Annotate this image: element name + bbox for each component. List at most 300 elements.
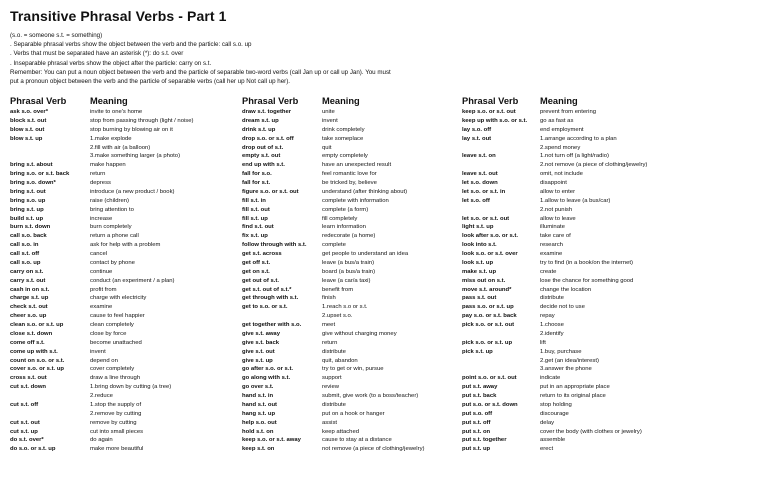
verb-meaning: introduce (a new product / book) [90, 188, 175, 195]
verb-meaning: take someplace [322, 135, 364, 142]
verb-row [242, 303, 460, 312]
phrasal-verb: fill s.t. in [242, 197, 266, 204]
verb-meaning: create [540, 268, 557, 275]
verb-meaning: make more beautiful [90, 446, 144, 453]
verb-row [10, 223, 228, 232]
verb-row [10, 215, 228, 224]
verb-meaning: keep attached [322, 428, 360, 435]
verb-row [10, 135, 228, 144]
verb-row [242, 135, 460, 144]
intro-must-separate: . Verbs that must be separated have an asterisk (*): do s.t. over [10, 50, 184, 58]
verb-meaning: increase [90, 215, 113, 222]
verb-meaning: review [322, 384, 340, 391]
verb-meaning: examine [540, 251, 563, 257]
phrasal-verb: point s.o. or s.t. out [462, 375, 517, 382]
verb-meaning: allow to leave [540, 215, 576, 222]
phrasal-verb: help s.o. out [242, 419, 277, 426]
verb-row [10, 241, 228, 250]
verb-meaning: end employment [540, 126, 584, 133]
verb-row [242, 374, 460, 383]
verb-meaning: 1.reach s.o or s.t. [322, 304, 368, 311]
verb-meaning: 3.make something larger (a photo) [90, 153, 181, 160]
verb-column-2 [242, 96, 460, 454]
phrasal-verb: keep up with s.o. or s.t. [462, 117, 528, 124]
verb-meaning: learn information [322, 224, 366, 231]
phrasal-verb: put s.o. or s.t. down [462, 401, 518, 408]
verb-meaning: put in an appropriate place [540, 384, 610, 391]
phrasal-verb [10, 392, 90, 401]
verb-meaning: 1.buy, purchase [540, 348, 582, 355]
verb-row [10, 401, 228, 410]
phrasal-verb: put s.o. off [462, 410, 493, 417]
verb-row [462, 179, 690, 188]
verb-row [462, 161, 690, 170]
verb-row [462, 241, 690, 250]
phrasal-verb: put s.t. up [462, 446, 491, 453]
verb-row [242, 277, 460, 286]
phrasal-verb: move s.t. around* [462, 286, 512, 293]
phrasal-verb: fix s.t. up [242, 233, 268, 240]
phrasal-verb: get off s.t. [242, 259, 271, 266]
verb-meaning: have an unexpected result [322, 162, 392, 169]
verb-meaning: cover completely [90, 366, 135, 373]
verb-meaning: 2.remove by cutting [90, 410, 142, 417]
phrasal-verb: bring s.o. or s.t. back [10, 171, 70, 178]
verb-meaning: distribute [322, 401, 346, 408]
verb-meaning: return [90, 171, 106, 178]
phrasal-verb: let s.o. or s.t. in [462, 188, 506, 195]
phrasal-verb: get through with s.t. [242, 295, 299, 302]
verb-meaning: lift [540, 339, 546, 346]
phrasal-verb [462, 357, 540, 366]
phrasal-verb: pick s.o. or s.t. up [462, 339, 513, 346]
verb-meaning: become unattached [90, 339, 142, 346]
verb-row [10, 365, 228, 374]
phrasal-verb: cut s.t. up [10, 428, 38, 435]
verb-row [10, 321, 228, 330]
verb-meaning: invent [90, 348, 106, 355]
verb-meaning: continue [90, 268, 113, 275]
verb-meaning: get people to understand an idea [322, 251, 409, 257]
verb-row [10, 312, 228, 321]
verb-meaning: 2.not remove (a piece of clothing/jewelry) [540, 162, 648, 169]
verb-row [10, 286, 228, 295]
phrasal-verb: let s.o. down [462, 180, 498, 186]
verb-meaning: go as fast as [540, 117, 574, 124]
verb-row [242, 330, 460, 339]
verb-meaning: be tricked by, believe [322, 180, 377, 186]
verb-row [10, 277, 228, 286]
verb-meaning: bring attention to [90, 206, 134, 213]
phrasal-verb: fall for s.t. [242, 180, 271, 186]
phrasal-verb [10, 144, 90, 153]
verb-row [10, 294, 228, 303]
verb-meaning: benefit from [322, 286, 354, 293]
verb-meaning: unite [322, 109, 335, 115]
phrasal-verb: look s.o. or s.t. over [462, 251, 518, 257]
page-title: Transitive Phrasal Verbs - Part 1 [10, 8, 227, 24]
verb-meaning: 1.not turn off (a light/radio) [540, 153, 609, 160]
verb-meaning: conduct (an experiment / a plan) [90, 277, 175, 284]
verb-meaning: assist [322, 419, 338, 426]
verb-meaning: 1.stop the supply of [90, 401, 142, 408]
verb-meaning: 2.fill with air (a balloon) [90, 144, 151, 151]
verb-meaning: leave (a bus/a train) [322, 259, 375, 266]
verb-row [10, 330, 228, 339]
verb-row [10, 410, 228, 419]
phrasal-verb [462, 144, 540, 153]
phrasal-verb: close s.t. down [10, 330, 53, 337]
verb-meaning: support [322, 375, 342, 382]
verb-row [10, 445, 228, 454]
verb-row [10, 419, 228, 428]
verb-meaning: research [540, 242, 563, 249]
verb-meaning: 1.choose [540, 322, 564, 328]
phrasal-verb: put s.t. away [462, 384, 498, 391]
verb-row [462, 232, 690, 241]
verb-row [462, 170, 690, 179]
phrasal-verb: get s.t. out of s.t.* [242, 286, 292, 293]
verb-row [10, 259, 228, 268]
verb-meaning: submit, give work (to a boss/teacher) [322, 393, 419, 399]
phrasal-verb: keep s.o. or s.t. away [242, 437, 301, 444]
verb-row [242, 445, 460, 454]
phrasal-verb: bring s.t. about [10, 162, 53, 169]
intro-remember-2: put a pronoun object between the verb and the particle of separable verbs (call her up Not call up her). [10, 78, 290, 86]
verb-row [10, 126, 228, 135]
verb-row [462, 303, 690, 312]
phrasal-verb: come off s.t. [10, 339, 45, 346]
phrasal-verb: draw s.t. together [242, 109, 292, 115]
verb-meaning: close by force [90, 330, 127, 337]
verb-meaning: feel romantic love for [322, 171, 377, 178]
verb-row [462, 135, 690, 144]
verb-row [462, 312, 690, 321]
phrasal-verb: drink s.t. up [242, 126, 276, 133]
verb-row [242, 241, 460, 250]
verb-row [242, 188, 460, 197]
verb-meaning: distribute [540, 295, 564, 302]
verb-meaning: make happen [90, 162, 126, 169]
verb-meaning: complete with information [322, 197, 389, 204]
verb-meaning: complete [322, 242, 346, 249]
verb-meaning: give without charging money [322, 330, 397, 337]
verb-row [462, 348, 690, 357]
phrasal-verb: find s.t. out [242, 224, 274, 231]
verb-row [462, 445, 690, 454]
verb-row [10, 144, 228, 153]
verb-row [242, 223, 460, 232]
phrasal-verb: give s.t. up [242, 357, 273, 364]
phrasal-verb [462, 330, 540, 339]
phrasal-verb: get on s.t. [242, 268, 270, 275]
phrasal-verb: cut s.t. off [10, 401, 39, 408]
verb-meaning: 2.spend money [540, 144, 581, 151]
verb-row [242, 383, 460, 392]
verb-meaning: remove by cutting [90, 419, 137, 426]
verb-meaning: quit [322, 144, 332, 151]
phrasal-verb: bring s.t. up [10, 206, 44, 213]
verb-meaning: 2.identify [540, 330, 564, 337]
phrasal-verb: check s.t. out [10, 304, 48, 311]
phrasal-verb: put s.t. off [462, 419, 491, 426]
verb-meaning: meet [322, 322, 336, 328]
verb-row [242, 268, 460, 277]
verb-meaning: ask for help with a problem [90, 242, 161, 249]
verb-row [462, 392, 690, 401]
verb-row [242, 161, 460, 170]
phrasal-verb: drop out of s.t. [242, 144, 284, 151]
verb-row [462, 286, 690, 295]
phrasal-verb: go along with s.t. [242, 375, 291, 382]
phrasal-verb: miss out on s.t. [462, 277, 506, 284]
verb-meaning: cover the body (with clothes or jewelry) [540, 428, 642, 435]
phrasal-verb: dream s.t. up [242, 117, 279, 124]
verb-meaning: 1.allow to leave (a bus/car) [540, 197, 611, 204]
verb-row [242, 428, 460, 437]
meaning-header: Meaning [540, 96, 578, 106]
verb-meaning: board (a bus/a train) [322, 268, 376, 275]
phrasal-verb: put s.t. together [462, 437, 507, 444]
phrasal-verb: get s.t. across [242, 251, 282, 257]
verb-meaning: empty completely [322, 153, 368, 160]
phrasal-verb: cut s.t. out [10, 419, 40, 426]
verb-row [462, 419, 690, 428]
verb-row [462, 250, 690, 259]
verb-row [242, 152, 460, 161]
verb-row [462, 223, 690, 232]
verb-row [462, 206, 690, 215]
verb-row [462, 126, 690, 135]
verb-meaning: cancel [90, 251, 108, 257]
phrasal-verb: hand s.t. out [242, 401, 278, 408]
phrasal-verb: hand s.t. in [242, 393, 274, 399]
phrasal-verb: call s.o. back [10, 233, 47, 240]
phrasal-verb: blow s.t. up [10, 135, 43, 142]
verb-row [242, 117, 460, 126]
verb-meaning: 1.make explode [90, 135, 132, 142]
meaning-header: Meaning [90, 96, 128, 106]
phrasal-verb: blow s.t. out [10, 126, 45, 133]
verb-row [242, 206, 460, 215]
phrasal-verb: fill s.t. up [242, 215, 268, 222]
verb-row [10, 206, 228, 215]
phrasal-verb: go after s.o. or s.t. [242, 366, 294, 373]
phrasal-verb-header: Phrasal Verb [242, 96, 299, 106]
verb-row [462, 330, 690, 339]
verb-row [10, 179, 228, 188]
phrasal-verb [10, 410, 90, 419]
phrasal-verb: follow through with s.t. [242, 242, 307, 249]
phrasal-verb: clean s.o. or s.t. up [10, 322, 64, 328]
phrasal-verb: keep s.o. or s.t. out [462, 109, 516, 115]
phrasal-verb: fall for s.o. [242, 171, 272, 178]
verb-meaning: not remove (a piece of clothing/jewelry) [322, 446, 425, 453]
verb-meaning: stop burning by blowing air on it [90, 126, 173, 133]
verb-row [242, 348, 460, 357]
verb-row [462, 401, 690, 410]
verb-row [242, 294, 460, 303]
verb-row [242, 410, 460, 419]
verb-meaning: indicate [540, 375, 561, 382]
verb-row [10, 374, 228, 383]
verb-row [242, 144, 460, 153]
phrasal-verb: burn s.t. down [10, 224, 51, 231]
phrasal-verb: get to s.o. or s.t. [242, 304, 288, 311]
intro-remember-1: Remember: You can put a noun object between the verb and the particle of separable two-word verbs (call Jan up or call up Jan). You must [10, 68, 391, 76]
phrasal-verb: leave s.t. on [462, 153, 496, 160]
phrasal-verb: block s.t. out [10, 117, 47, 124]
verb-meaning: finish [322, 295, 336, 302]
verb-row [10, 428, 228, 437]
verb-meaning: stop holding [540, 401, 572, 408]
verb-row [462, 428, 690, 437]
phrasal-verb: carry s.t. out [10, 277, 46, 284]
phrasal-verb [242, 312, 322, 321]
verb-meaning: understand (after thinking about) [322, 188, 408, 195]
phrasal-verb: get out of s.t. [242, 277, 279, 284]
phrasal-verb: cheer s.o. up [10, 313, 47, 320]
verb-column-3 [462, 96, 690, 454]
phrasal-verb: ask s.o. over* [10, 109, 48, 115]
verb-meaning: draw a line through [90, 375, 141, 382]
phrasal-verb: leave s.t. out [462, 171, 498, 178]
verb-row [10, 108, 228, 117]
phrasal-verb: figure s.o. or s.t. out [242, 188, 299, 195]
phrasal-verb: look s.t. up [462, 259, 494, 266]
verb-meaning: cause to stay at a distance [322, 437, 392, 444]
phrasal-verb: give s.t. away [242, 330, 280, 337]
verb-meaning: repay [540, 313, 555, 320]
verb-row [242, 401, 460, 410]
phrasal-verb: look after s.o. or s.t. [462, 233, 518, 240]
verb-meaning: complete (a form) [322, 206, 369, 213]
verb-meaning: disappoint [540, 180, 567, 186]
verb-row [462, 321, 690, 330]
phrasal-verb: call s.t. off [10, 251, 40, 257]
verb-meaning: leave (a car/a taxi) [322, 277, 371, 284]
verb-row [10, 188, 228, 197]
verb-row [10, 348, 228, 357]
verb-meaning: 3.answer the phone [540, 366, 592, 373]
meaning-header: Meaning [322, 96, 360, 106]
phrasal-verb [462, 161, 540, 170]
phrasal-verb: go over s.t. [242, 384, 274, 391]
verb-meaning: return a phone call [90, 233, 139, 240]
verb-row [10, 170, 228, 179]
verb-meaning: depress [90, 180, 111, 186]
verb-row [462, 365, 690, 374]
phrasal-verb: cross s.t. out [10, 375, 47, 382]
phrasal-verb: light s.t. up [462, 224, 494, 231]
verb-meaning: examine [90, 304, 113, 311]
verb-row [462, 259, 690, 268]
verb-row [462, 339, 690, 348]
verb-row [462, 268, 690, 277]
phrasal-verb: empty s.t. out [242, 153, 281, 160]
verb-row [462, 188, 690, 197]
phrasal-verb: bring s.o. up [10, 197, 46, 204]
verb-meaning: 2.not punish [540, 206, 573, 213]
phrasal-verb: call s.o. in [10, 242, 39, 249]
phrasal-verb: cut s.t. down [10, 384, 46, 391]
phrasal-verb: charge s.t. up [10, 295, 49, 302]
verb-meaning: do again [90, 437, 113, 444]
verb-meaning: allow to enter [540, 188, 576, 195]
verb-meaning: drink completely [322, 126, 365, 133]
phrasal-verb: drop s.o. or s.t. off [242, 135, 294, 142]
phrasal-verb: look into s.t. [462, 242, 497, 249]
phrasal-verb: do s.o. or s.t. up [10, 446, 56, 453]
phrasal-verb: pay s.o. or s.t. back [462, 313, 517, 320]
phrasal-verb: hold s.t. on [242, 428, 274, 435]
intro-separable: . Separable phrasal verbs show the object between the verb and the particle: call s.o. up [10, 41, 252, 49]
phrasal-verb [462, 206, 540, 215]
phrasal-verb [10, 152, 90, 161]
verb-row [462, 215, 690, 224]
verb-row [242, 436, 460, 445]
verb-row [10, 383, 228, 392]
verb-meaning: fill completely [322, 215, 358, 222]
phrasal-verb: pick s.t. up [462, 348, 493, 355]
verb-meaning: put on a hook or hanger [322, 410, 385, 417]
verb-row [10, 161, 228, 170]
phrasal-verb: cash in on s.t. [10, 286, 50, 293]
verb-row [462, 374, 690, 383]
verb-row [242, 392, 460, 401]
verb-meaning: delay [540, 419, 555, 426]
verb-meaning: prevent from entering [540, 109, 596, 115]
verb-meaning: lose the chance for something good [540, 277, 634, 284]
verb-meaning: change the location [540, 286, 592, 293]
verb-meaning: try to get or win, pursue [322, 366, 384, 373]
verb-meaning: decide not to use [540, 304, 585, 311]
verb-meaning: 2.reduce [90, 393, 113, 399]
verb-meaning: invite to one's home [90, 109, 143, 115]
verb-meaning: omit, not include [540, 171, 583, 178]
verb-meaning: take care of [540, 233, 571, 240]
verb-row [242, 108, 460, 117]
phrasal-verb: bring s.o. down* [10, 180, 56, 186]
verb-column-1 [10, 96, 228, 454]
verb-meaning: cause to feel happier [90, 313, 145, 320]
phrasal-verb: give s.t. out [242, 348, 275, 355]
verb-row [10, 268, 228, 277]
verb-row [242, 312, 460, 321]
verb-row [10, 152, 228, 161]
verb-row [242, 250, 460, 259]
phrasal-verb: give s.t. back [242, 339, 279, 346]
verb-meaning: erect [540, 446, 554, 453]
verb-meaning: contact by phone [90, 259, 135, 266]
verb-meaning: assemble [540, 437, 566, 444]
phrasal-verb: keep s.t. on [242, 446, 275, 453]
verb-row [242, 321, 460, 330]
verb-row [462, 294, 690, 303]
phrasal-verb: let s.o. off [462, 197, 490, 204]
verb-row [462, 357, 690, 366]
verb-row [10, 303, 228, 312]
verb-meaning: stop from passing through (light / noise) [90, 117, 194, 124]
phrasal-verb: put s.t. on [462, 428, 491, 435]
phrasal-verb: count on s.o. or s.t. [10, 357, 65, 364]
verb-meaning: cut into small pieces [90, 428, 144, 435]
verb-meaning: profit from [90, 286, 117, 293]
verb-row [462, 108, 690, 117]
verb-row [10, 357, 228, 366]
intro-legend: (s.o. = someone s.t. = something) [10, 32, 103, 39]
verb-row [462, 410, 690, 419]
